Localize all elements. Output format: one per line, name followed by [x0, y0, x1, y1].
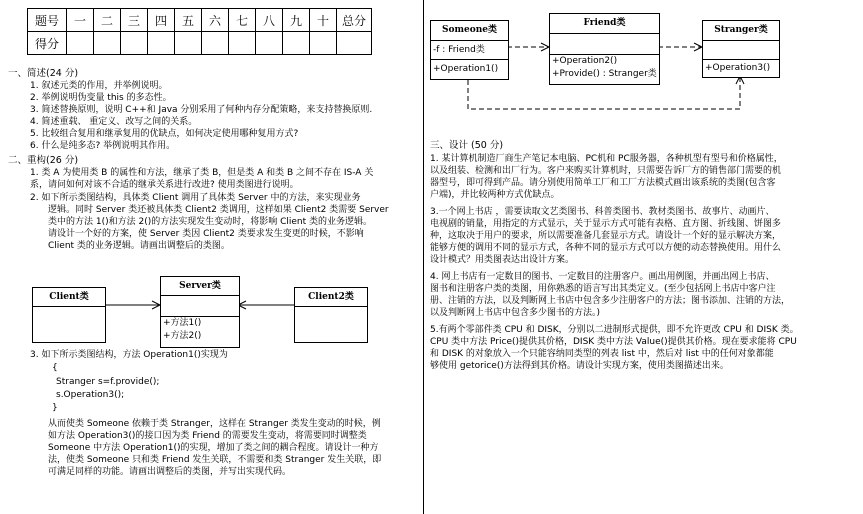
section2-q3-line: 从而使类 Someone 依赖于类 Stranger，这样在 Stranger 类发生变动的时候，例	[48, 419, 381, 429]
section3-q1-line: 以及组装、检测和出厂行为。客户来购买计算机时，只需要告诉厂方的销售部门需要的机	[430, 166, 782, 176]
section3-q4-line: 和 DISK 的对象放入一个只能容纳同类型的列表 list 中，然后对 list 中的任何对象都能	[430, 349, 774, 359]
section3-q3-line: 图书和注册客户类的类图，用你熟悉的语言写出其类定义。(至少包括网上书店中客户注	[430, 284, 776, 294]
server-class-name: Server类	[161, 277, 239, 296]
section2-q2-line: Client 类的业务逻辑。请画出调整后的类图。	[48, 241, 230, 251]
section3-q1-line: 器型号，即可得到产品。请分别使用简单工厂和工厂方法模式画出该系统的类图(包含客	[430, 178, 776, 188]
friend-attrs	[550, 34, 659, 55]
section2-q1-line: 系，请问如何对该不合适的继承关系进行改进? 使用类图进行说明。	[30, 180, 299, 190]
score-header-cell: 三	[121, 9, 148, 32]
code-line: }	[52, 403, 58, 413]
section2-q1-line: 1. 类 A 为使用类 B 的属性和方法，继承了类 B，但是类 A 和类 B 之间不存在 IS-A 关	[30, 168, 374, 178]
section3-q4-line: 够使用 getorice()方法得到其价格。请设计实现方案，使用类图描述出来。	[430, 361, 729, 371]
score-header-cell: 四	[148, 9, 175, 32]
section1-item: 3. 简述替换原则，说明 C++和 Java 分别采用了何种内存分配策略，来支持替换原则.	[30, 105, 373, 115]
someone-op: +Operation1()	[433, 64, 499, 74]
score-header-cell: 六	[202, 9, 229, 32]
section2-q3-line: 法，使类 Someone 只和类 Friend 发生关联，不需要和类 Stranger 发生关联，即	[48, 455, 382, 465]
friend-class-box[interactable]	[549, 13, 660, 85]
score-header-cell: 八	[256, 9, 283, 32]
score-row-label: 得分	[28, 32, 67, 55]
section1-item: 1. 叙述元类的作用，并举例说明。	[30, 81, 168, 91]
stranger-class-name: Stranger类	[703, 21, 779, 41]
score-header-cell: 题号	[28, 9, 67, 32]
section2-q2-line: 请设计一个好的方案，使 Server 类因 Client2 类要求发生变更的时候，不影响	[48, 229, 364, 239]
section3-q4-line: CPU 类中方法 Price()提供其价格，DISK 类中方法 Value()提供其价格。现在要求能将 CPU	[430, 337, 797, 347]
section2-q3-line: 如方法 Operation3()的接口因为类 Friend 的需要发生变动，将需要同时调整类	[48, 431, 367, 441]
score-header-cell: 五	[175, 9, 202, 32]
code-line: Stranger s=f.provide();	[56, 377, 160, 387]
section3-q2-line: 种，这取决于用户的要求，所以需要准备几套显示方式。请设计一个好的显示解决方案，	[430, 231, 782, 241]
stranger-class-box[interactable]	[702, 20, 780, 78]
section3-q1-line: 1. 某计算机制造厂商生产笔记本电脑、PC机和 PC服务器，各种机型有型号和价格属性，	[430, 154, 783, 164]
someone-class-box[interactable]	[430, 20, 509, 80]
section2-title: 二、重构(26 分)	[8, 155, 79, 166]
score-header-cell: 十	[310, 9, 337, 32]
score-header-cell: 九	[283, 9, 310, 32]
section3-q3-line: 以及判断网上书店中包含多少图书的方法。)	[430, 308, 601, 318]
section1-item: 6. 什么是纯多态? 举例说明其作用。	[30, 141, 176, 151]
section1-item: 2. 举例说明伪变量 this 的多态性。	[30, 93, 172, 103]
section2-q3-line: Someone 中方法 Operation1()的实现，增加了类之间的耦合程度。请设计一种方	[48, 443, 379, 453]
section1-item: 4. 简述重载、 重定义、改写之间的关系。	[30, 117, 198, 127]
someone-attr: -f : Friend类	[431, 41, 508, 60]
server-method-2: +方法2()	[163, 331, 202, 341]
section2-q2-line: 类中的方法 1()和方法 2()的方法实现发生变动时，将影响 Client 类的业务逻辑。	[48, 217, 372, 227]
stranger-attrs	[703, 41, 779, 60]
friend-op-2: +Provide() : Stranger类	[552, 69, 657, 79]
code-line: s.Operation3();	[56, 390, 125, 400]
section2-q3-line: 可满足同样的功能。请画出调整后的类图，并写出实现代码。	[48, 467, 292, 477]
section3-q2-line: 3.一个网上书店 ，需要读取文艺类图书、科普类图书、教材类图书、故事片、动画片、	[430, 207, 775, 217]
section3-q4-line: 5.有两个零部件类 CPU 和 DISK，分别以二进制形式提供，即不允许更改 CPU 和 DISK 类。	[430, 325, 799, 335]
section3-q3-line: 册、注销的方法，以及判断网上书店中包含多少注册客户的方法；图书添加、注销的方法，	[430, 296, 791, 306]
section1-title: 一、简述(24 分)	[8, 68, 79, 79]
stranger-op: +Operation3()	[705, 63, 771, 73]
section2-q2-line: 2. 如下所示类图结构，具体类 Client 调用了具体类 Server 中的方法，来实现业务	[30, 193, 361, 203]
friend-class-name: Friend类	[550, 14, 659, 34]
code-line: {	[52, 363, 58, 373]
section2-q2-line: 逻辑。同时 Server 类还被具体类 Client2 类调用，这样如果 Client2 类需要 Server	[48, 205, 389, 215]
section3-q2-line: 电视剧的销量，用指定的方式显示，关于显示方式可能有表格、直方图、折线图、饼图多	[430, 219, 782, 229]
score-header-cell: 一	[67, 9, 94, 32]
section1-item: 5. 比较组合复用和继承复用的优缺点，如何决定使用哪种复用方式?	[30, 129, 299, 139]
someone-class-name: Someone类	[431, 21, 508, 41]
friend-op-1: +Operation2()	[552, 56, 618, 66]
section2-q3-title: 3. 如下所示类图结构，方法 Operation1()实现为	[30, 350, 228, 360]
score-header-cell: 二	[94, 9, 121, 32]
section3-title: 三、设计 (50 分)	[430, 140, 504, 151]
section3-q2-line: 设计模式？用类图表达出设计方案。	[430, 255, 575, 265]
section3-q2-line: 能够方便的调用不同的显示方式，各种不同的显示方式可以方便的动态替换使用。用什么	[430, 243, 782, 253]
client-class-name: Client类	[33, 288, 105, 307]
score-header-cell: 七	[229, 9, 256, 32]
server-method-1: +方法1()	[163, 318, 202, 328]
score-header-cell: 总分	[337, 9, 372, 32]
client2-class-name: Client2类	[295, 288, 367, 307]
section3-q3-line: 4. 网上书店有一定数目的图书、一定数目的注册客户。画出用例图，并画出网上书店、	[430, 272, 775, 282]
section3-q1-line: 户端)，并比较两种方式优缺点。	[430, 190, 560, 200]
